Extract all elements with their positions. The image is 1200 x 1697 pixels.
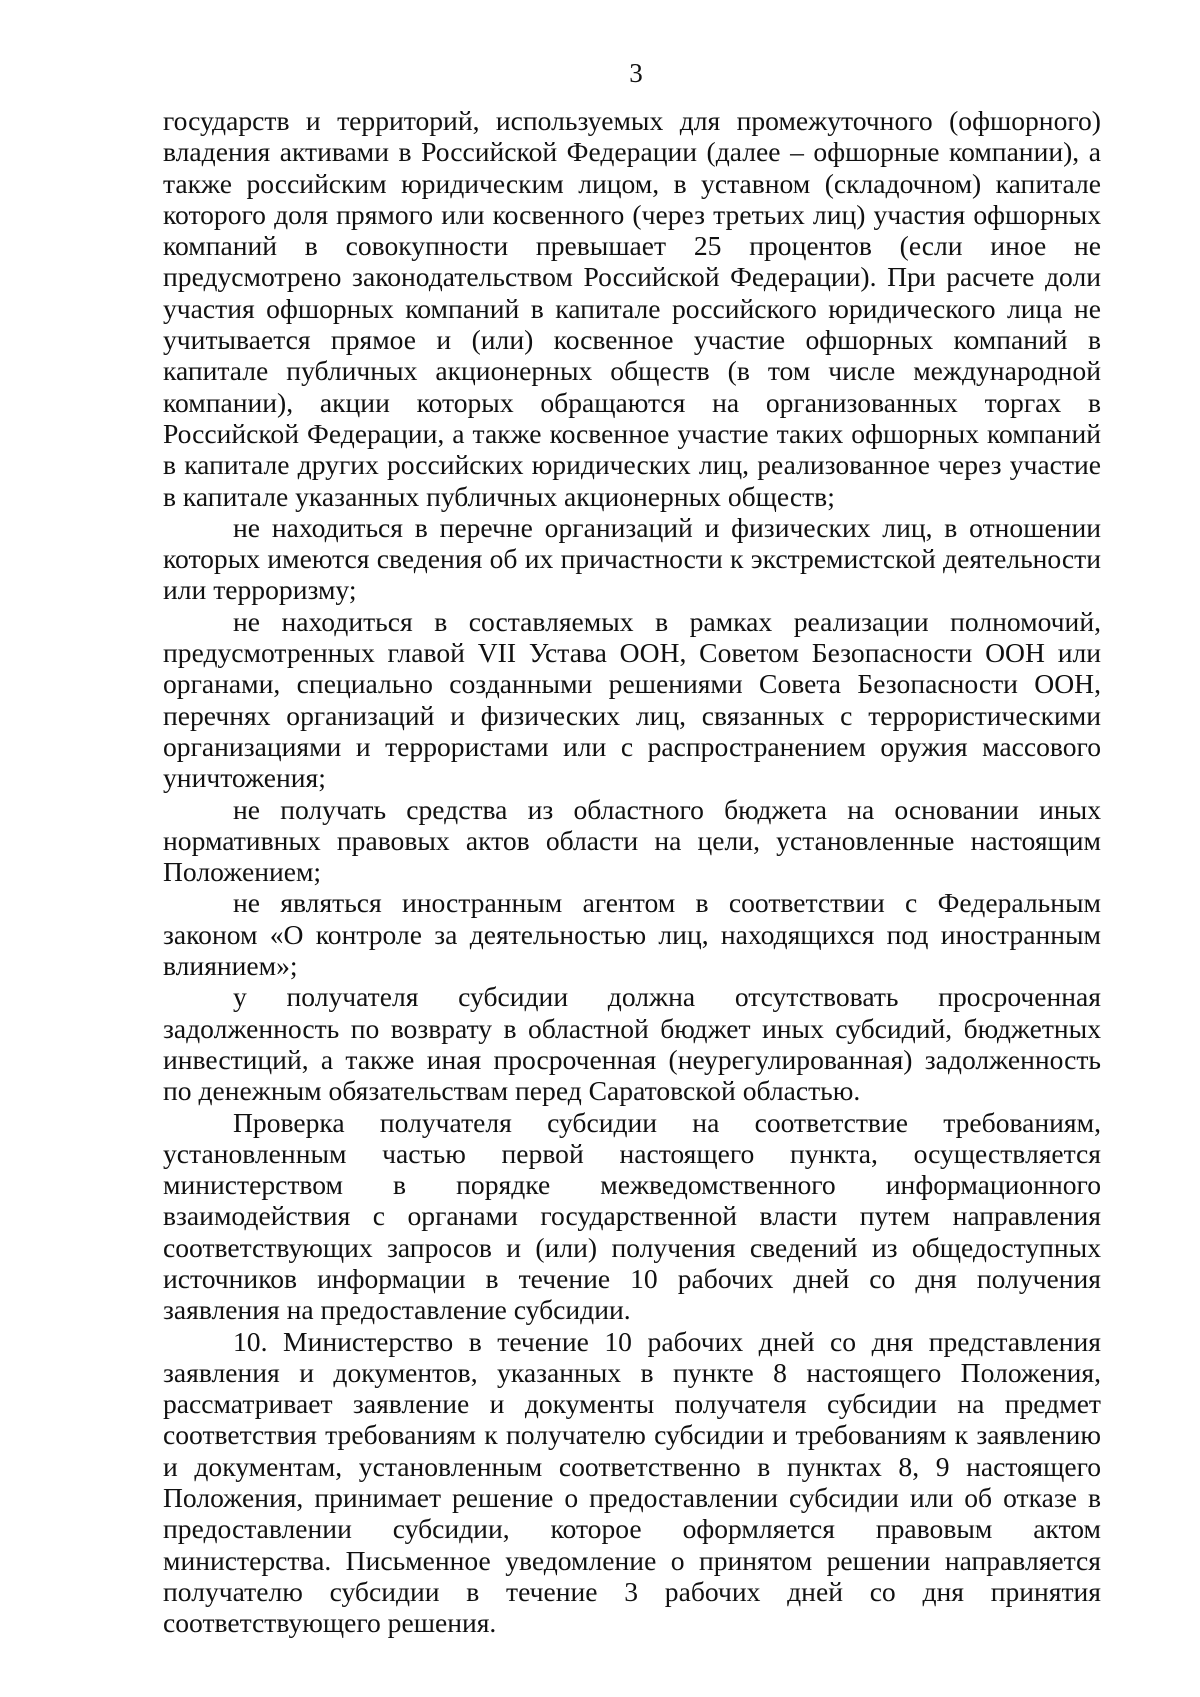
paragraph-un-sanctions-list: не находиться в составляемых в рамках реализации полномочий, предусмотренных главой VII Устава ООН, Советом Безопасности ООН или органами, специально созданными решениями Совета Безопасности ООН, перечнях организаций и физических лиц, связанных с террористическими организациями и террористами или с распространением оружия массового уничтожения;	[163, 605, 1101, 794]
paragraph-verification: Проверка получателя субсидии на соответствие требованиям, установленным частью первой настоящего пункта, осуществляется министерством в порядке межведомственного информационного взаимодействия с органами государственной власти путем направления соответствующих запросов и (или) получения сведений из общедоступных источников информации в течение 10 рабочих дней со дня получения заявления на предоставление субсидии.	[163, 1106, 1101, 1326]
paragraph-no-other-budget-funds: не получать средства из областного бюджета на основании иных нормативных правовых актов области на цели, установленные настоящим Положением;	[163, 793, 1101, 888]
paragraph-extremism-list: не находиться в перечне организаций и физических лиц, в отношении которых имеются сведения об их причастности к экстремистской деятельности или терроризму;	[163, 511, 1101, 606]
document-body	[163, 105, 1101, 1639]
paragraph-foreign-agent: не являться иностранным агентом в соответствии с Федеральным законом «О контроле за деятельностью лиц, находящихся под иностранным влиянием»;	[163, 887, 1101, 982]
page-number: 3	[629, 58, 643, 88]
paragraph-no-overdue-debt: у получателя субсидии должна отсутствовать просроченная задолженность по возврату в областной бюджет иных субсидий, бюджетных инвестиций, а также иная просроченная (неурегулированная) задолженность по денежным обязательствам перед Саратовской областью.	[163, 981, 1101, 1107]
paragraph-item-10: 10. Министерство в течение 10 рабочих дней со дня представления заявления и документов, указанных в пункте 8 настоящего Положения, рассматривает заявление и документы получателя субсидии на предмет соответствия требованиям к получателю субсидии и требованиям к заявлению и документам, установленным соответственно в пунктах 8, 9 настоящего Положения, принимает решение о предоставлении субсидии или об отказе в предоставлении субсидии, которое оформляется правовым актом министерства. Письменное уведомление о принятом решении направляется получателю субсидии в течение 3 рабочих дней со дня принятия соответствующего решения.	[163, 1325, 1101, 1639]
paragraph-continuation: государств и территорий, используемых для промежуточного (офшорного) владения активами в Российской Федерации (далее – офшорные компании), а также российским юридическим лицом, в уставном (складочном) капитале которого доля прямого или косвенного (через третьих лиц) участия офшорных компаний в совокупности превышает 25 процентов (если иное не предусмотрено законодательством Российской Федерации). При расчете доли участия офшорных компаний в капитале российского юридического лица не учитывается прямое и (или) косвенное участие офшорных компаний в капитале публичных акционерных обществ (в том числе международной компании), акции которых обращаются на организованных торгах в Российской Федерации, а также косвенное участие таких офшорных компаний в капитале других российских юридических лиц, реализованное через участие в капитале указанных публичных акционерных обществ;	[163, 105, 1101, 512]
